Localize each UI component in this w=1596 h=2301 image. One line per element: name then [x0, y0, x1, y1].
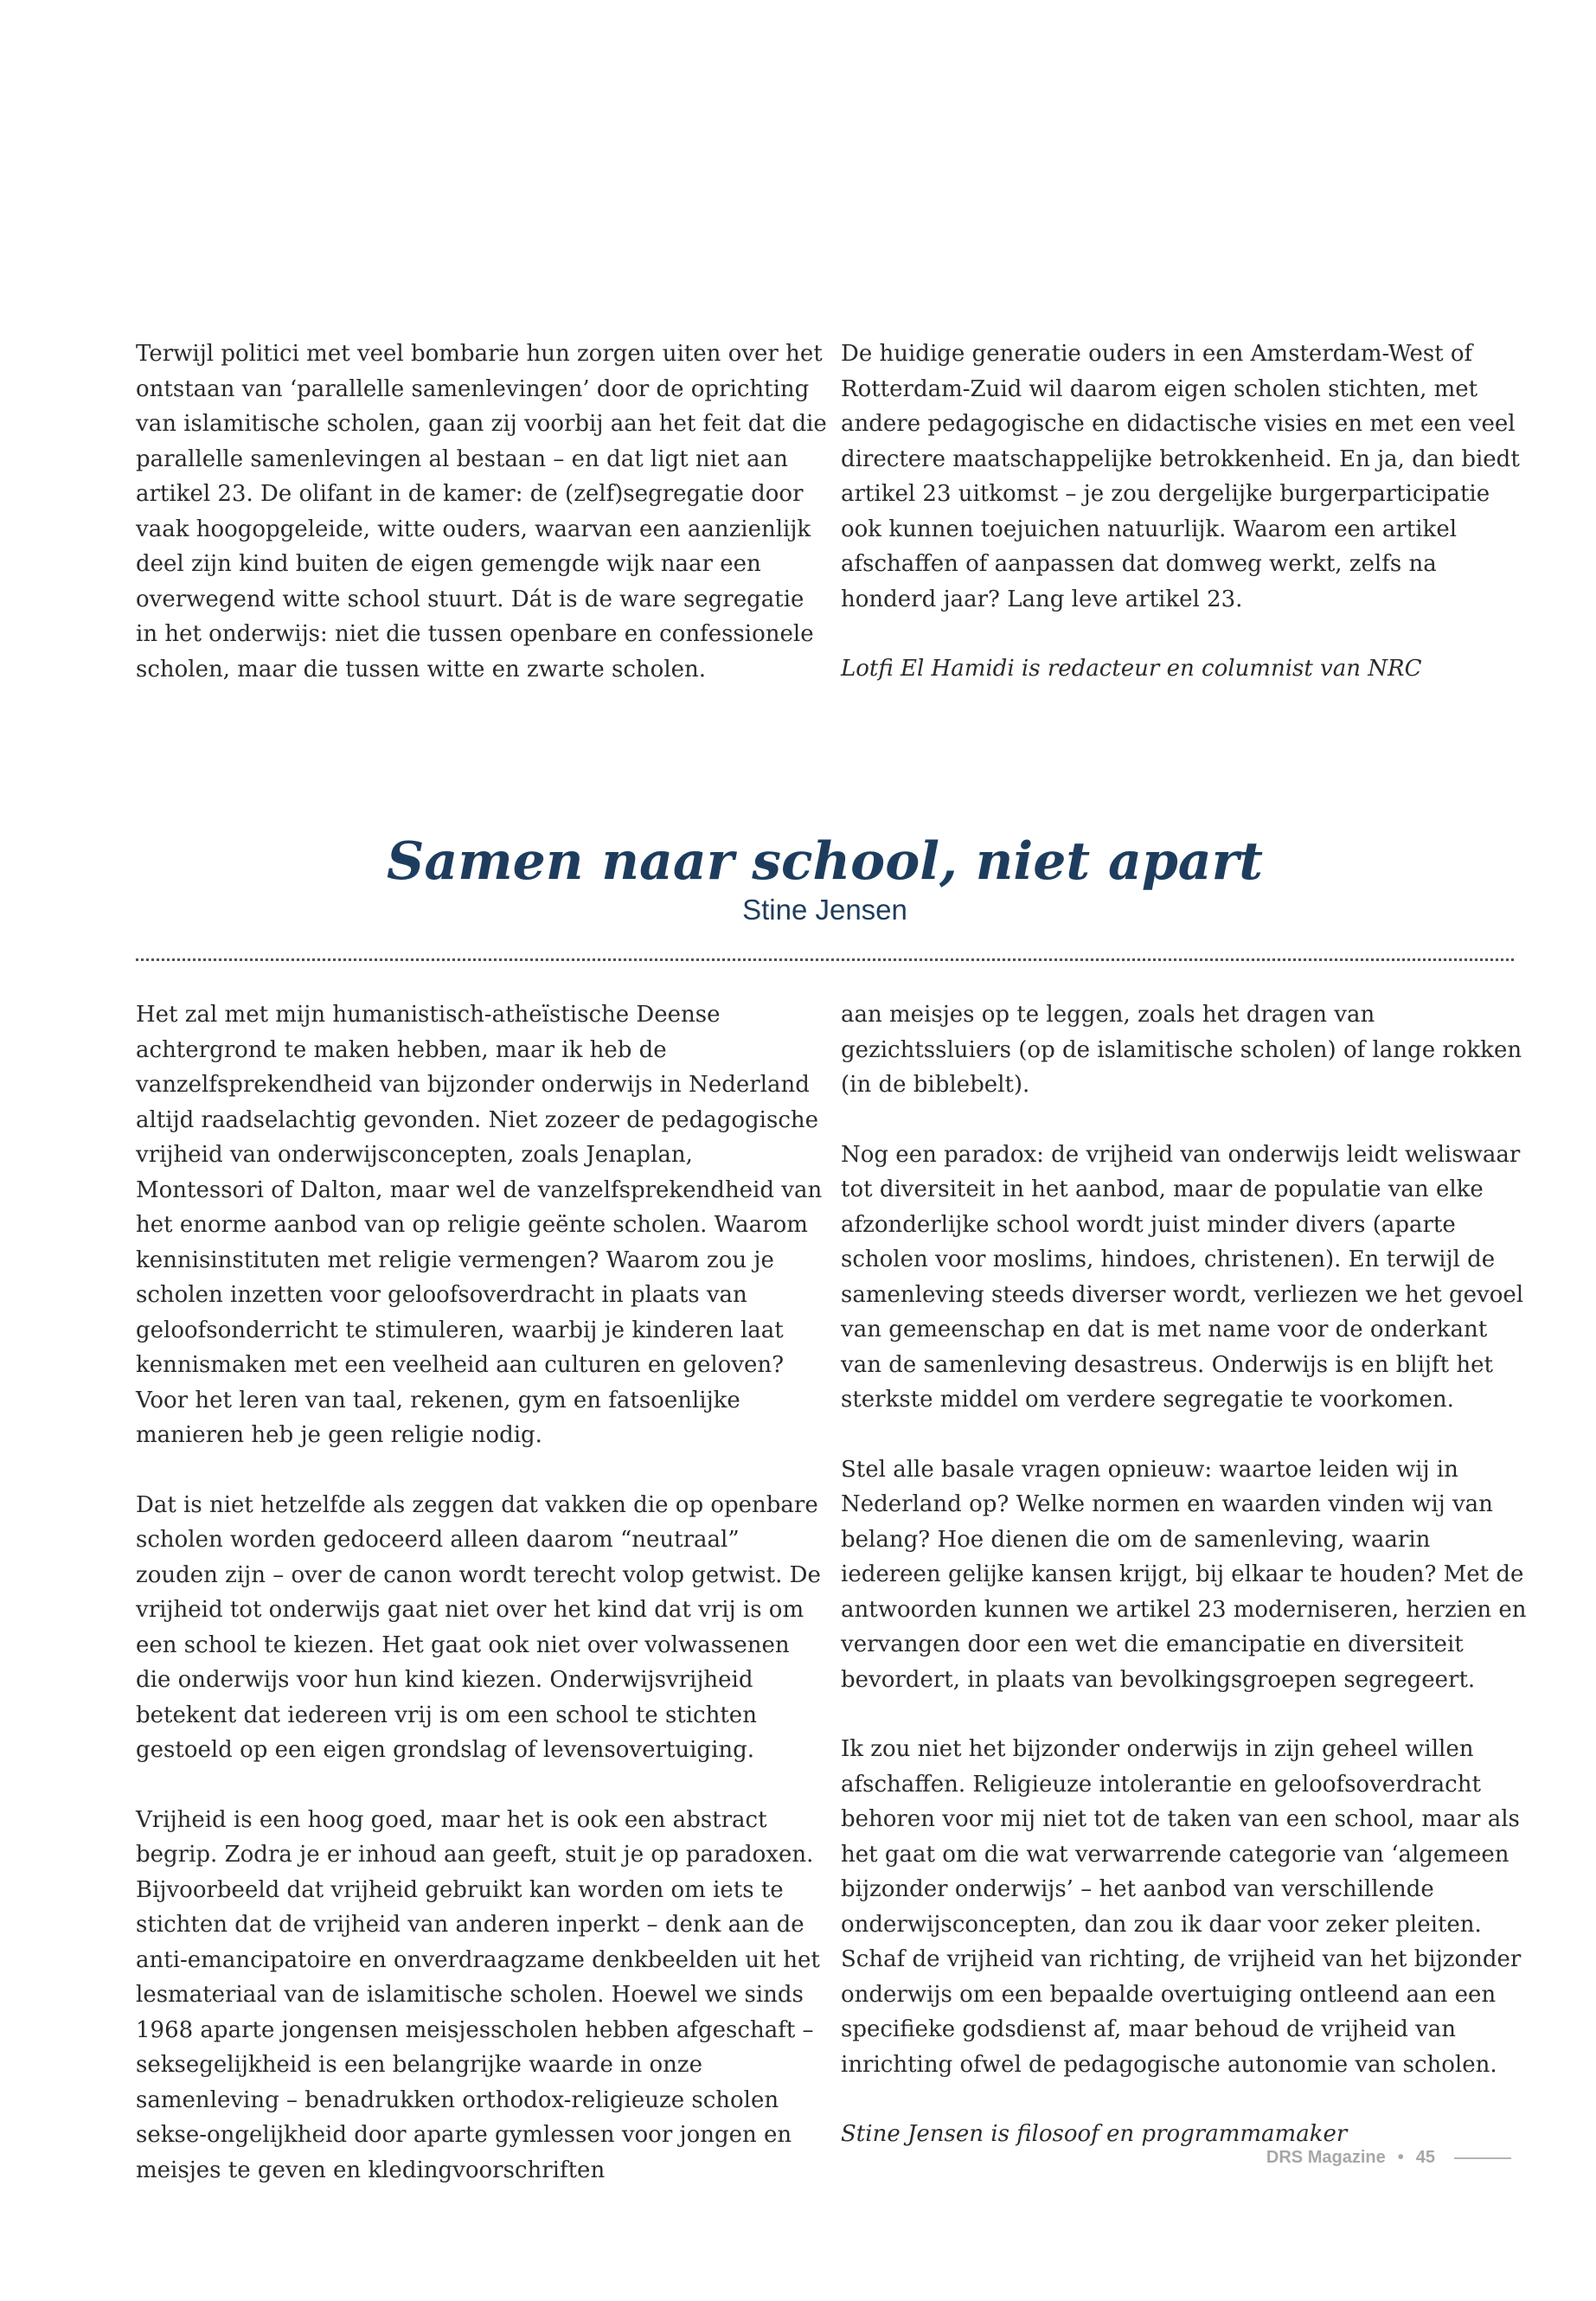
article-left-column [136, 997, 828, 2222]
footer-separator: • [1397, 2148, 1404, 2167]
dotted-divider [136, 958, 1514, 961]
article-header [136, 830, 1514, 927]
paragraph: Nog een paradox: de vrijheid van onderwijs leidt weliswaar tot diversiteit in het aanbod, maar de populatie van elke afzonderlijke school wordt juist minder divers (aparte scholen voor moslims, hindoes, christenen). En terwijl de samenleving steeds diverser wordt, verliezen we het gevoel van gemeenschap en dat is met name voor de onderkant van de samenleving desastreus. Onderwijs is en blijft het sterkste middel om verdere segregatie te voorkomen. [841, 1141, 1524, 1413]
paragraph: Ik zou niet het bijzonder onderwijs in zijn geheel willen afschaffen. Religieuze intolerantie en geloofsoverdracht behoren voor mij niet tot de taken van een school, maar als het gaat om die wat verwarrende categorie van ‘algemeen bijzonder onderwijs’ – het aanbod van verschillende onderwijsconcepten, dan zou ik daar voor zeker pleiten. Schaf de vrijheid van richting, de vrijheid van het bijzonder onderwijs om een bepaalde overtuiging ontleend aan een specifieke godsdienst af, maar behoud de vrijheid van inrichting ofwel de pedagogische autonomie van scholen. [841, 1736, 1522, 2078]
page-footer [1266, 2148, 1511, 2168]
paragraph: Het zal met mijn humanistisch-atheïstische Deense achtergrond te maken hebben, maar ik heb de vanzelfsprekendheid van bijzonder onderwijs in Nederland altijd raadselachtig gevonden. Niet zozeer de pedagogische vrijheid van onderwijsconcepten, zoals Jenaplan, Montessori of Dalton, maar wel de vanzelfsprekendheid van het enorme aanbod van op religie geënte scholen. Waarom kennisinstituten met religie vermengen? Waarom zou je scholen inzetten voor geloofsoverdracht in plaats van geloofsonderricht te stimuleren, waarbij je kinderen laat kennismaken met een veelheid aan culturen en geloven? Voor het leren van taal, rekenen, gym en fatsoenlijke manieren heb je geen religie nodig. [136, 1002, 823, 1448]
previous-article-byline: Lotfi El Hamidi is redacteur en columnist van NRC [841, 656, 1422, 682]
paragraph: aan meisjes op te leggen, zoals het dragen van gezichtssluiers (op de islamitische scholen) of lange rokken (in de biblebelt). [841, 1002, 1522, 1098]
paragraph: Dat is niet hetzelfde als zeggen dat vakken die op openbare scholen worden gedoceerd alleen daarom “neutraal” zouden zijn – over de canon wordt terecht volop getwist. De vrijheid tot onderwijs gaat niet over het kind dat vrij is om een school te kiezen. Het gaat ook niet over volwassenen die onderwijs voor hun kind kiezen. Onderwijsvrijheid betekent dat iedereen vrij is om een school te stichten gestoeld op een eigen grondslag of levensovertuiging. [136, 1491, 821, 1763]
paragraph: De huidige generatie ouders in een Amsterdam-West of Rotterdam-Zuid wil daarom eigen scholen stichten, met andere pedagogische en didactische visies en met een veel directere maatschappelijke betrokkenheid. En ja, dan biedt artikel 23 uitkomst – je zou dergelijke burgerparticipatie ook kunnen toejuichen natuurlijk. Waarom een artikel afschaffen of aanpassen dat domweg werkt, zelfs na honderd jaar? Lang leve artikel 23. [841, 341, 1520, 612]
article-byline: Stine Jensen is filosoof en programmamaker [841, 2121, 1348, 2147]
paragraph: Terwijl politici met veel bombarie hun zorgen uiten over het ontstaan van ‘parallelle samenlevingen’ door de oprichting van islamitische scholen, gaan zij voorbij aan het feit dat die parallelle samenlevingen al bestaan – en dat ligt niet aan artikel 23. De olifant in de kamer: de (zelf)segregatie door vaak hoogopgeleide, witte ouders, waarvan een aanzienlijk deel zijn kind buiten de eigen gemengde wijk naar een overwegend witte school stuurt. Dát is de ware segregatie in het onderwijs: niet die tussen openbare en confessionele scholen, maar die tussen witte en zwarte scholen. [136, 341, 827, 683]
article-title: Samen naar school, niet apart [386, 831, 1264, 892]
article-author: Stine Jensen [742, 894, 907, 926]
page-number: 45 [1415, 2148, 1435, 2167]
paragraph: Vrijheid is een hoog goed, maar het is ook een abstract begrip. Zodra je er inhoud aan geeft, stuit je op paradoxen. Bijvoorbeeld dat vrijheid gebruikt kan worden om iets te stichten dat de vrijheid van anderen inperkt – denk aan de anti-emancipatoire en onverdraagzame denkbeelden uit het lesmateriaal van de islamitische scholen. Hoewel we sinds 1968 aparte jongensen meisjesscholen hebben afgeschaft – seksegelijkheid is een belangrijke waarde in onze samenleving – benadrukken orthodox-religieuze scholen sekse-ongelijkheid door aparte gymlessen voor jongen en meisjes te geven en kledingvoorschriften [136, 1806, 820, 2183]
footer-rule [1454, 2157, 1511, 2159]
previous-article-right-column [841, 336, 1533, 721]
previous-article-left-column [136, 336, 828, 721]
article-right-column [841, 997, 1533, 2187]
paragraph: Stel alle basale vragen opnieuw: waartoe leiden wij in Nederland op? Welke normen en waarden vinden wij van belang? Hoe dienen die om de samenleving, waarin iedereen gelijke kansen krijgt, bij elkaar te houden? Met de antwoorden kunnen we artikel 23 moderniseren, herzien en vervangen door een wet die emancipatie en diversiteit bevordert, in plaats van bevolkingsgroepen segregeert. [841, 1456, 1527, 1693]
magazine-name: DRS Magazine [1266, 2148, 1386, 2167]
